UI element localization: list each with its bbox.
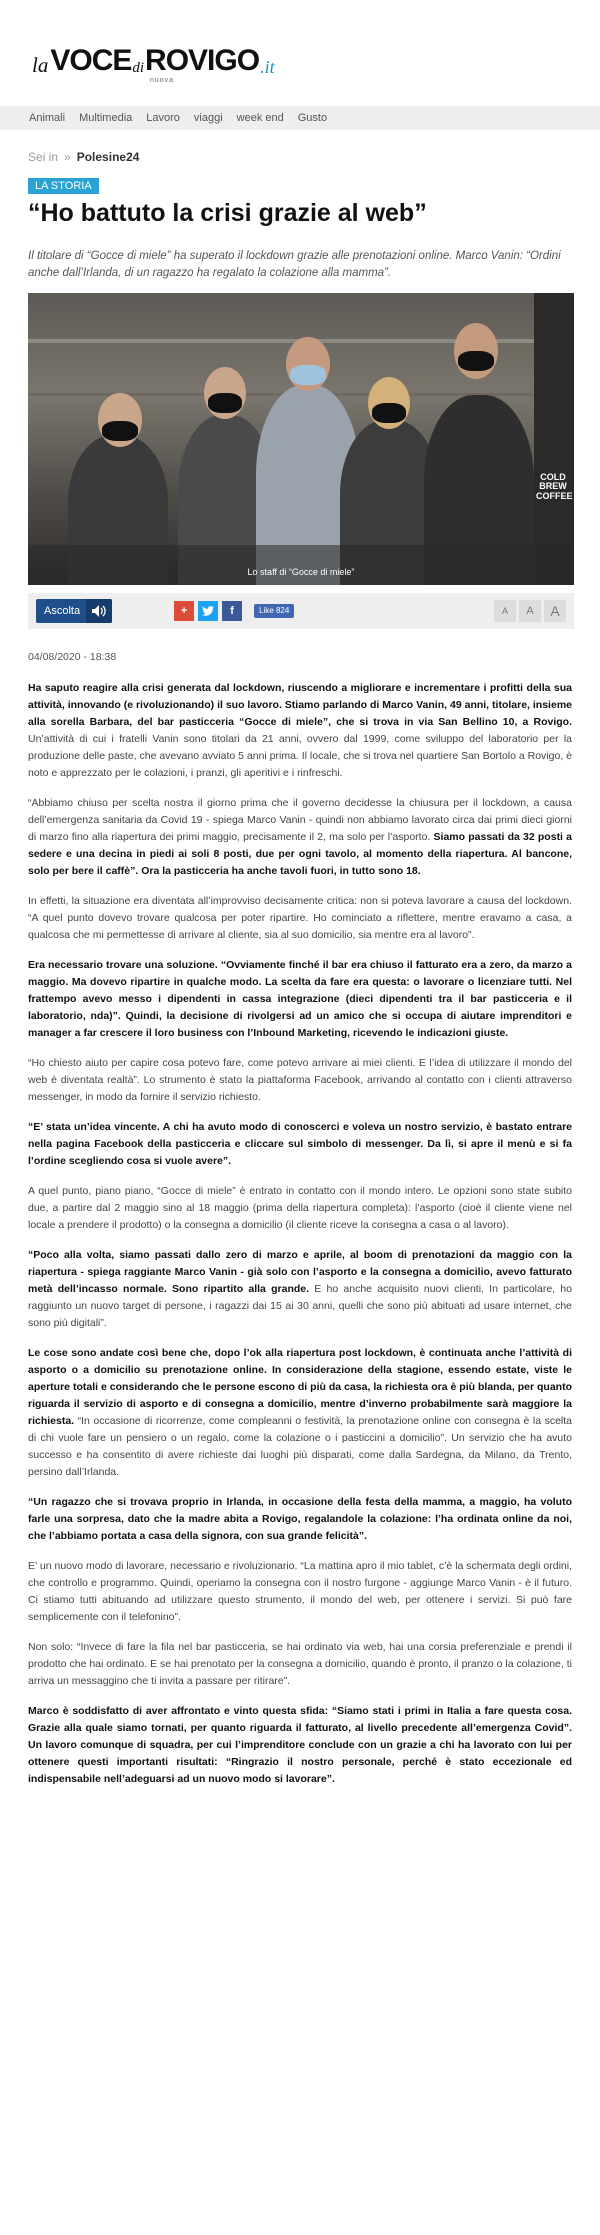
logo-di: di bbox=[132, 60, 145, 76]
article-body bbox=[28, 680, 572, 1788]
main-nav bbox=[0, 106, 600, 130]
paragraph-1-bold: Ha saputo reagire alla crisi generata dal lockdown, riuscendo a migliorare e incrementare i profitti della sua attività, innovando (e rivoluzionando) il suo lavoro. Stiamo parlando di Marco Vanin, 49 anni, titolare, insieme alla sorella Barbara, del bar pasticceria “Gocce di miele”, che si trova in via San Bellino 10, a Rovigo. bbox=[28, 681, 572, 728]
listen-label: Ascolta bbox=[44, 604, 81, 617]
paragraph-7: A quel punto, piano piano, “Gocce di miele” è entrato in contatto con il mondo intero. Le opzioni sono state subito due, a partire dal 2 maggio sino al 18 maggio (prima della riapertura completa): l’asporto (cioè il cliente viene nel locale a prendere il prodotto) o la consegna a domicilio (il cliente riceve la consegna a casa o al lavoro). bbox=[28, 1184, 572, 1231]
facebook-like-button[interactable]: Like 824 bbox=[254, 604, 294, 618]
site-logo[interactable] bbox=[32, 40, 600, 76]
photo-mask-2 bbox=[208, 393, 242, 413]
logo-rovigo: ROVIGO bbox=[145, 44, 260, 77]
breadcrumb bbox=[0, 130, 600, 170]
photo-caption-bar bbox=[28, 545, 574, 585]
article-photo[interactable] bbox=[28, 293, 574, 585]
paragraph-9-bold: Le cose sono andate così bene che, dopo l’ok alla riapertura post lockdown, è continuata anche l’attività di asporto o a domicilio su prenotazione online. In considerazione della stagione, essendo estate, viste le aperture totali e considerando che le persone escono di più da casa, la richiesta ora è più blanda, per quanto riguarda il servizio di asporto e di consegna a domicilio, mentre d’inverno probabilmente sarà maggiore la richiesta. bbox=[28, 1346, 572, 1427]
logo-voce: VOCE bbox=[50, 44, 132, 77]
paragraph-10 bbox=[28, 1494, 572, 1545]
paragraph-9-text: “In occasione di ricorrenze, come compleanni o festività, la prenotazione online con consegna è la scelta di chi vuole fare un pensiero o un regalo, come la colazione o i pasticcini a domicilio”. Un servizio che ha avuto successo e ha consentito di avere richieste dai luoghi più disparati, come dalla Sardegna, da Milano, da Trento, persino dall’Irlanda. bbox=[28, 1414, 572, 1478]
photo-caption: Lo staff di “Gocce di miele” bbox=[247, 566, 355, 577]
paragraph-8 bbox=[28, 1247, 572, 1332]
logo-subtitle: nuova bbox=[150, 77, 175, 84]
paragraph-1-text: Un’attività di cui i fratelli Vanin sono titolari da 21 anni, ovvero dal 1999, come sviluppo del laboratorio per la produzione delle paste, che avevano avviato 5 anni prima. Il locale, che si trova nel quartiere San Bortolo a Rovigo, è noto e apprezzato per le colazioni, i pranzi, gli aperitivi e i rinfreschi. bbox=[28, 732, 572, 779]
paragraph-8-text: E ho anche acquisito nuovi clienti. In particolare, ho raggiunto un nuovo target di persone, i ragazzi dai 15 ai 30 anni, quelli che sono più abituati ad usare internet, che sono più digitali”. bbox=[28, 1282, 572, 1329]
speaker-icon bbox=[86, 599, 112, 623]
nav-item-animali[interactable]: Animali bbox=[29, 112, 66, 124]
font-size-controls bbox=[491, 600, 566, 622]
article-date: 04/08/2020 - 18:38 bbox=[28, 650, 117, 663]
paragraph-12: Non solo: “Invece di fare la fila nel bar pasticceria, se hai ordinato via web, hai una corsia preferenziale e prendi il prodotto che hai ordinato. E se hai prenotato per la consegna a domicilio, quando è pronto, il pranzo o la colazione, ti arriva un messaggino che ti invita a passare per ritirare”. bbox=[28, 1640, 572, 1687]
paragraph-5: “Ho chiesto aiuto per capire cosa potevo fare, come potevo arrivare ai miei clienti. E l’idea di utilizzare il mondo del web è diventata realtà”. Lo strumento è stato la piattaforma Facebook, arrivando al contatto con i clienti attraverso messenger, in modo da fornire il servizio richiesto. bbox=[28, 1056, 572, 1103]
nav-item-week-end[interactable]: week end bbox=[236, 112, 284, 124]
article-subtitle: Il titolare di “Gocce di miele” ha superato il lockdown grazie alle prenotazioni online. Marco Vanin: “Ordini anche dall’Irlanda, di un ragazzo ha regalato la colazione alla mamma”. bbox=[28, 250, 561, 280]
photo-mask-1 bbox=[102, 421, 138, 441]
paragraph-1 bbox=[28, 680, 572, 782]
paragraph-2-text: “Abbiamo chiuso per scelta nostra il giorno prima che il governo decidesse la chiusura per il lockdown, a causa dell’emergenza sanitaria da Covid 19 - spiega Marco Vanin - quindi non abbiamo lavorato circa dai primi dieci giorni di marzo fino alla riapertura dei primi maggio, precisamente il 2, ma solo per l’asporto. bbox=[28, 796, 572, 843]
twitter-share-icon[interactable] bbox=[198, 601, 218, 621]
article-title: “Ho battuto la crisi grazie al web” bbox=[28, 199, 427, 227]
masthead bbox=[0, 0, 600, 100]
photo-wall bbox=[534, 293, 574, 585]
photo-mask-5 bbox=[458, 351, 494, 371]
breadcrumb-label: Sei in bbox=[28, 150, 59, 164]
font-size-large-button[interactable]: A bbox=[544, 600, 566, 622]
logo-la: la bbox=[32, 53, 49, 77]
paragraph-3: In effetti, la situazione era diventata all’improvviso decisamente critica: non si poteva lavorare a causa del lockdown. “A quel punto dovevo trovare qualcosa per poter ripartire. Ho cominciato a riflettere, mentre eravamo a casa, a qualcosa che mi permettesse di arrivare al cliente, sia al suo domicilio, sia mentre era al lavoro”. bbox=[28, 894, 572, 941]
article-toolbar bbox=[28, 593, 574, 629]
article bbox=[0, 170, 600, 1788]
paragraph-2 bbox=[28, 795, 572, 880]
paragraph-4 bbox=[28, 957, 572, 1042]
font-size-small-button[interactable]: A bbox=[494, 600, 516, 622]
paragraph-10-bold: “Un ragazzo che si trovava proprio in Irlanda, in occasione della festa della mamma, a maggio, ha voluto farle una sorpresa, dato che la madre abita a Rovigo, regalandole la colazione: l’ha ordinata online da noi, che l’abbiamo portata a casa della signora, con sua grande felicità”. bbox=[28, 1495, 572, 1542]
paragraph-11: E’ un nuovo modo di lavorare, necessario e rivoluzionario. “La mattina apro il mio tablet, c’è la schermata degli ordini, che controllo e programmo. Quindi, operiamo la consegna con il nostro furgone - aggiunge Marco Vanin - è il futuro. Ci stiamo tutti abituando ad utilizzare questo strumento, il mondo del web, per ottenere i servizi. Si può fare semplicemente con il telefonino”. bbox=[28, 1559, 572, 1623]
paragraph-2-bold: Siamo passati da 32 posti a sedere e una decina in piedi ai soli 8 posti, due per ogni tavolo, al momento della riapertura. Al bancone, solo per bere il caffè”. Ora la pasticceria ha anche tavoli fuori, in tutto sono 18. bbox=[28, 830, 573, 877]
paragraph-6-bold: “E’ stata un’idea vincente. A chi ha avuto modo di conoscerci e voleva un nostro servizio, è bastato entrare nella pagina Facebook della pasticceria e cliccare sul simbolo di messenger. Da lì, si apre il menù e si fa l’ordine scegliendo cosa si vuole avere”. bbox=[28, 1120, 572, 1167]
photo-sign: COLD BREW COFFEE bbox=[536, 471, 573, 502]
font-size-medium-button[interactable]: A bbox=[519, 600, 541, 622]
article-tag[interactable]: LA STORIA bbox=[28, 178, 99, 194]
breadcrumb-current[interactable]: Polesine24 bbox=[76, 150, 140, 164]
paragraph-6 bbox=[28, 1119, 572, 1170]
paragraph-13-bold: Marco è soddisfatto di aver affrontato e vinto questa sfida: “Siamo stati i primi in Italia a fare questa cosa. Grazie alla quale siamo tornati, per quanto riguarda il fatturato, al livello precedente all’emergenza Covid”. Un lavoro comunque di squadra, per cui l’imprenditore conclude con un grazie a chi ha lavorato con lui per ottenere questi importanti risultati: “Ringrazio il nostro personale, perché è stato eccezionale ed indispensabile nell’adeguarsi ad un nuovo modo si lavorare”. bbox=[28, 1704, 572, 1785]
photo-mask-3 bbox=[290, 365, 326, 385]
nav-item-multimedia[interactable]: Multimedia bbox=[79, 112, 133, 124]
nav-item-gusto[interactable]: Gusto bbox=[297, 112, 328, 124]
nav-item-lavoro[interactable]: Lavoro bbox=[146, 112, 180, 124]
logo-it: .it bbox=[260, 57, 275, 77]
share-buttons bbox=[174, 601, 246, 621]
facebook-share-icon[interactable]: f bbox=[222, 601, 242, 621]
google-plus-share-icon[interactable]: + bbox=[174, 601, 194, 621]
breadcrumb-separator: » bbox=[64, 150, 71, 164]
photo-mask-4 bbox=[372, 403, 406, 423]
paragraph-8-bold: “Poco alla volta, siamo passati dallo zero di marzo e aprile, al boom di prenotazioni da maggio con la riapertura - spiega raggiante Marco Vanin - già solo con l’asporto e la consegna a domicilio, avevo fatturato metà dell’incasso normale. Sono ripartito alla grande. bbox=[28, 1248, 572, 1295]
paragraph-4-bold: Era necessario trovare una soluzione. “Ovviamente finché il bar era chiuso il fatturato era a zero, da marzo a maggio. Ma dovevo ripartire in qualche modo. La scelta da fare era questa: o lavorare o licenziare tutti. Nel frattempo avevo messo i dipendenti in cassa integrazione (dieci dipendenti tra il bar pasticceria e il laboratorio, nda)”. Quindi, la decisione di rivolgersi ad un amico che si occupa di aiutare imprenditori e manager a far crescere il loro business con l’Inbound Marketing, ricevendo le indicazioni giuste. bbox=[28, 958, 572, 1039]
paragraph-13 bbox=[28, 1703, 572, 1788]
listen-button[interactable] bbox=[36, 599, 112, 623]
paragraph-9 bbox=[28, 1345, 572, 1481]
nav-item-viaggi[interactable]: viaggi bbox=[193, 112, 223, 124]
